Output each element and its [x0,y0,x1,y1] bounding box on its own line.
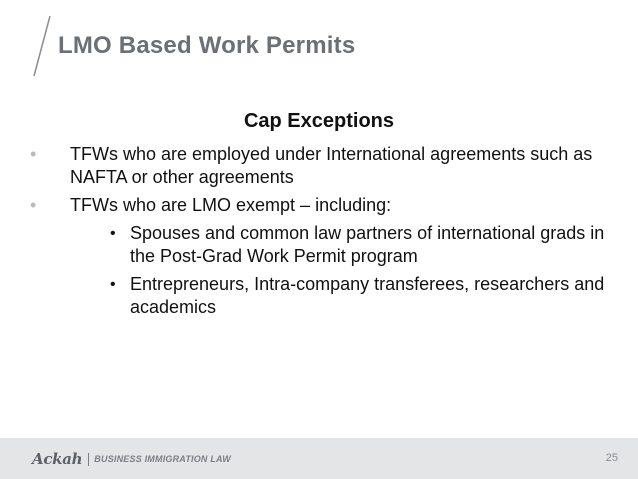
sub-bullet-marker: • [110,225,116,242]
bullet-marker: • [30,144,37,164]
page-number: 25 [605,452,618,464]
title-accent-line [30,14,54,78]
logo-divider [88,453,89,466]
footer-bar [0,438,638,479]
slide-subtitle: Cap Exceptions [243,110,395,132]
sub-bullet-text: Spouses and common law partners of international grads in the Post-Grad Work Permit program [130,223,605,266]
slide-title: LMO Based Work Permits [58,32,356,59]
sub-bullet-item [26,222,606,268]
bullet-text: TFWs who are employed under International agreements such as NAFTA or other agreements [70,144,593,187]
sub-bullet-text: Entrepreneurs, Intra-company transferees, researchers and academics [130,274,605,317]
company-logo [32,450,231,468]
bullet-item [26,143,606,189]
bullet-item [26,194,606,217]
bullet-list [26,143,606,324]
logo-wordmark: Ackah [32,450,83,468]
bullet-marker: • [30,195,37,215]
sub-bullet-item [26,273,606,319]
logo-tagline: BUSINESS IMMIGRATION LAW [94,454,231,464]
sub-bullet-marker: • [110,276,116,293]
bullet-text: TFWs who are LMO exempt – including: [70,195,392,215]
